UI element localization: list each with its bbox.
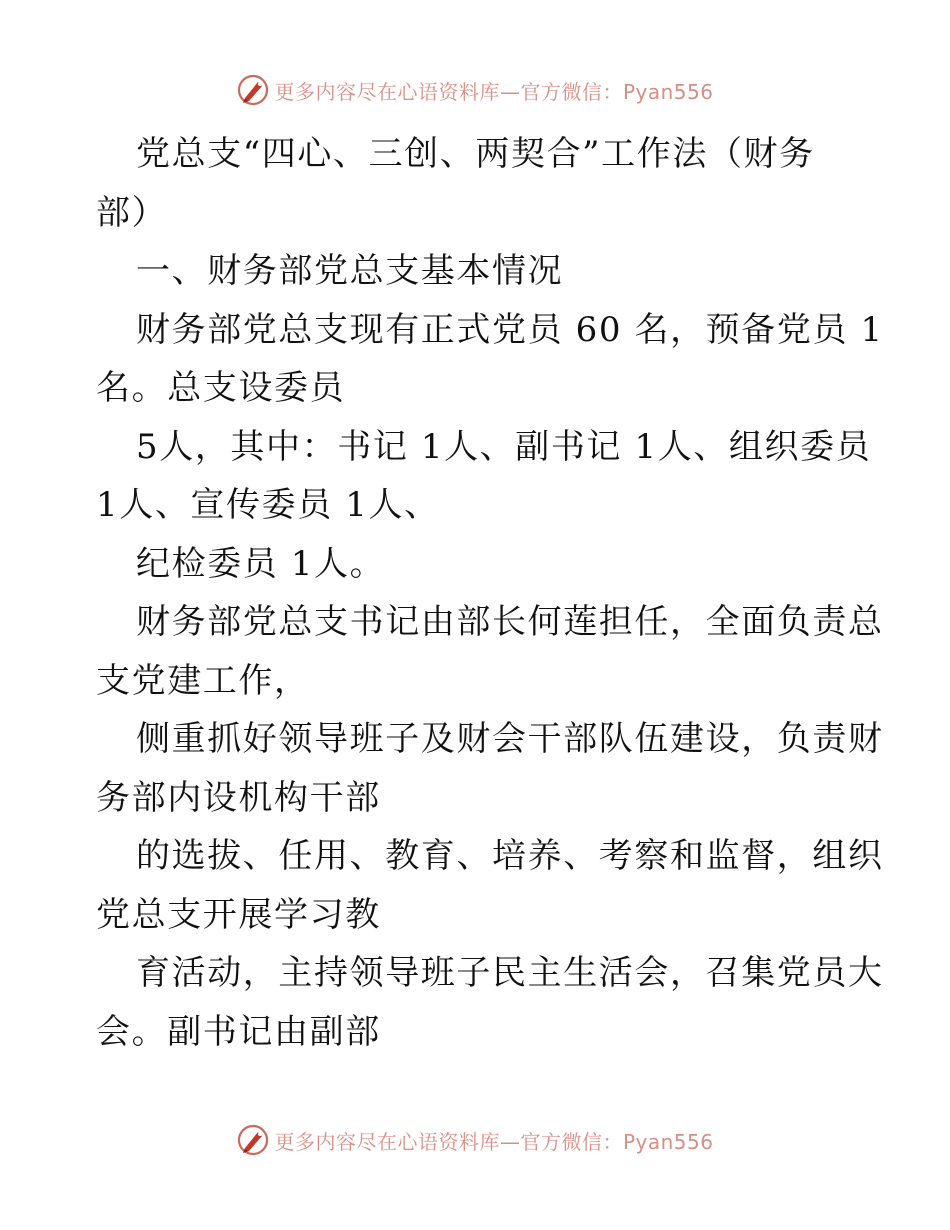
- doc-title-line-1: 党总支“四心、三创、两契合”工作法（财务: [136, 134, 815, 174]
- watermark-text: 更多内容尽在心语资料库—官方微信：Pyan556: [274, 1129, 714, 1154]
- document-body: [96, 125, 884, 1061]
- paragraph-line: 的选拔、任用、教育、培养、考察和监督，组织: [136, 836, 884, 876]
- watermark-text: 更多内容尽在心语资料库—官方微信：Pyan556: [274, 79, 714, 104]
- paragraph-line: 会。副书记由副部: [96, 1011, 381, 1052]
- paragraph-line: 财务部党总支现有正式党员 60 名，预备党员 1: [136, 309, 884, 350]
- watermark-footer: [0, 1120, 950, 1160]
- paragraph-line: 支党建工作，: [96, 660, 310, 701]
- paragraph-line: 党总支开展学习教: [96, 894, 381, 935]
- paragraph-line: 育活动，主持领导班子民主生活会，召集党员大: [136, 953, 884, 993]
- paragraph-line: 务部内设机构干部: [96, 777, 381, 818]
- paragraph-line: 纪检委员 1人。: [136, 543, 386, 584]
- paragraph-line: 侧重抓好领导班子及财会干部队伍建设，负责财: [136, 719, 884, 759]
- watermark-header: [0, 70, 950, 110]
- doc-title-line-2: 部）: [96, 192, 168, 233]
- paragraph-line: 名。总支设委员: [96, 368, 346, 408]
- paragraph-line: 财务部党总支书记由部长何莲担任，全面负责总: [136, 602, 884, 642]
- pen-nib-logo-icon: [236, 73, 270, 107]
- paragraph-line: 5人，其中：书记 1人、副书记 1人、组织委员: [136, 426, 872, 467]
- pen-nib-logo-icon: [236, 1123, 270, 1157]
- section-heading: 一、财务部党总支基本情况: [136, 251, 564, 291]
- paragraph-line: 1人、宣传委员 1人、: [96, 485, 440, 525]
